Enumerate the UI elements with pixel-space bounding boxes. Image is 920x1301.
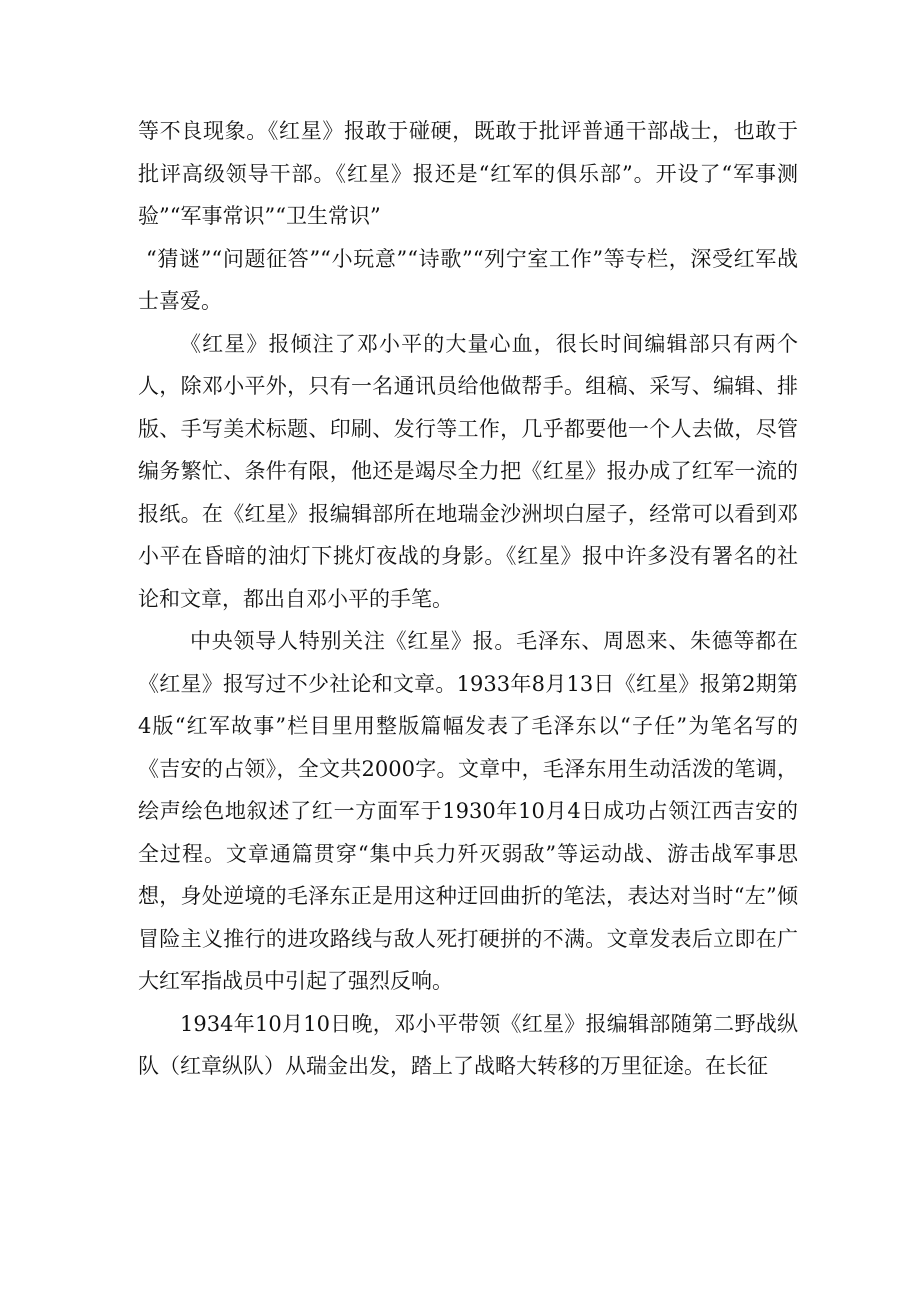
paragraph-2: “猜谜”“问题征答”“小玩意”“诗歌”“列宁室工作”等专栏，深受红军战士喜爱。 [138,246,798,313]
paragraph-3: 《红星》报倾注了邓小平的大量心血，很长时间编辑部只有两个人，除邓小平外，只有一名通讯员给他做帮手。组稿、采写、编辑、排版、手写美术标题、印刷、发行等工作，几乎都要他一个人去做，尽管编务繁忙、条件有限，他还是竭尽全力把《红星》报办成了红军一流的报纸。在《红星》报编辑部所在地瑞金沙洲坝白屋子，经常可以看到邓小平在昏暗的油灯下挑灯夜战的身影。《红星》报中许多没有署名的社论和文章，都出自邓小平的手笔。 [138,331,798,611]
paragraph-4: 中央领导人特别关注《红星》报。毛泽东、周恩来、朱德等都在《红星》报写过不少社论和文章。1933年8月13日《红星》报第2期第4版“红军故事”栏目里用整版篇幅发表了毛泽东以“子任”为笔名写的《吉安的占领》，全文共2000字。文章中，毛泽东用生动活泼的笔调，绘声绘色地叙述了红一方面军于1930年10月4日成功占领江西吉安的全过程。文章通篇贯穿“集中兵力歼灭弱敌”等运动战、游击战军事思想，身处逆境的毛泽东正是用这种迂回曲折的笔法，表达对当时“左”倾冒险主义推行的进攻路线与敌人死打硬拼的不满。文章发表后立即在广大红军指战员中引起了强烈反响。 [138,629,798,993]
document-body [138,110,798,1088]
paragraph-5: 1934年10月10日晚，邓小平带领《红星》报编辑部随第二野战纵队（红章纵队）从瑞金出发，踏上了战略大转移的万里征途。在长征 [138,1011,798,1078]
paragraph-1: 等不良现象。《红星》报敢于碰硬，既敢于批评普通干部战士，也敢于批评高级领导干部。《红星》报还是“红军的俱乐部”。开设了“军事测验”“军事常识”“卫生常识” [138,119,798,228]
